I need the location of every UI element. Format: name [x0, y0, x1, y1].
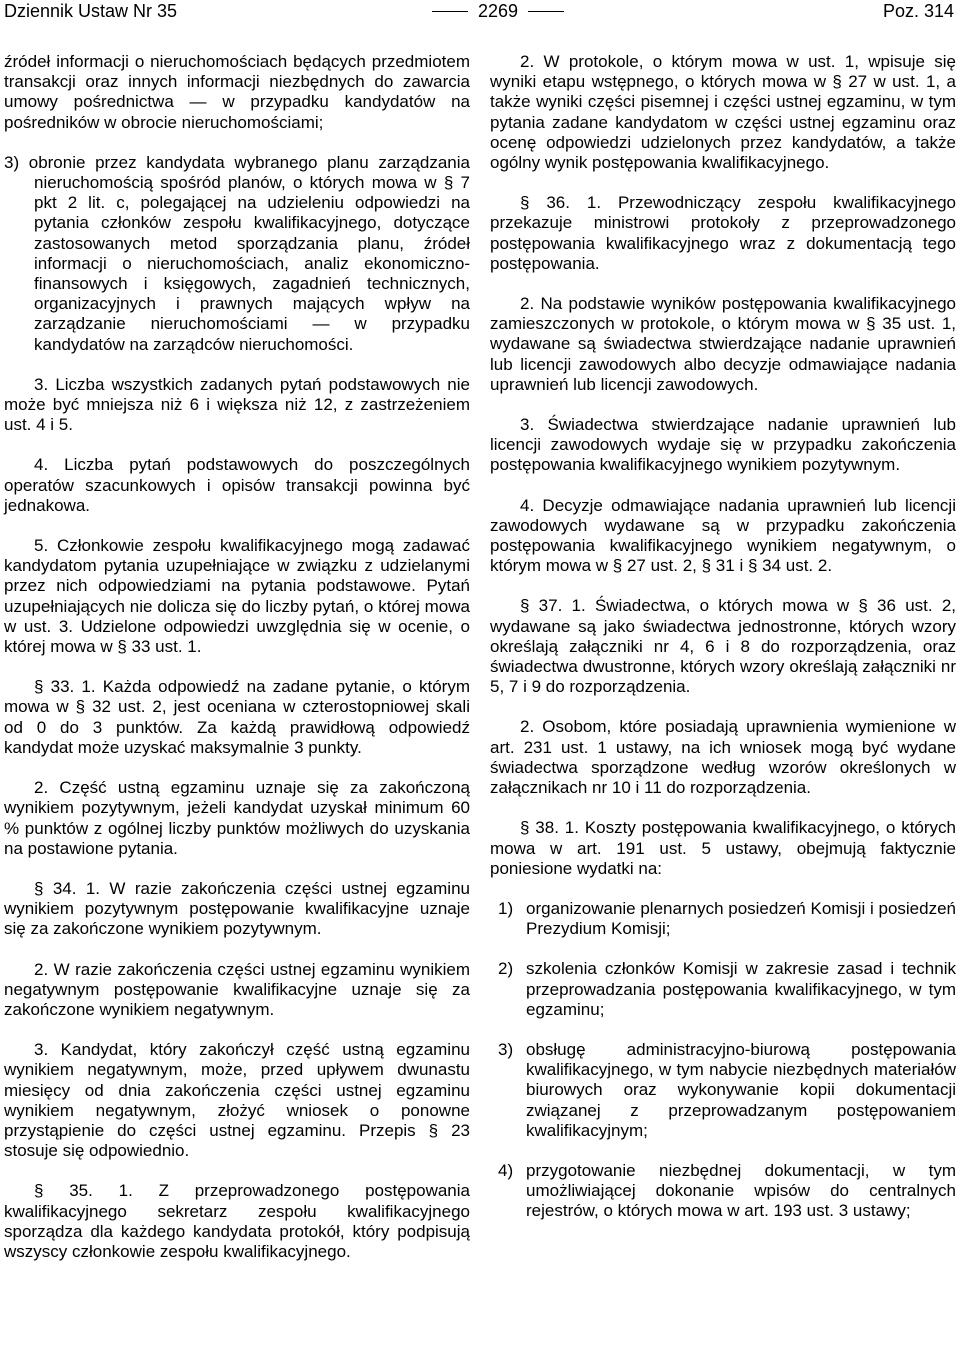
list-item-text: obsługę administracyjno-biurową postępowania kwalifikacyjnego, w tym nabycie niezbędnych materiałów biurowych oraz wykonywanie kopii dokumentacji związanej z przeprowadzanym postępowaniem kwalifikacyjnym;	[526, 1039, 956, 1140]
paragraph: § 33. 1. Każda odpowiedź na zadane pytanie, o którym mowa w § 32 ust. 2, jest oceniana w czterostopniowej skali od 0 do 3 punktów. Za każdą prawidłową odpowiedź kandydat może uzyskać maksymalnie 3 punkty.	[4, 677, 470, 757]
list-item-text: przygotowanie niezbędnej dokumentacji, w tym umożliwiającej dokonanie wpisów do centralnych rejestrów, o których mowa w art. 193 ust. 3 ustawy;	[526, 1160, 956, 1221]
page-number: 2269	[478, 1, 519, 21]
list-item	[490, 1161, 956, 1222]
paragraph: 2. W razie zakończenia części ustnej egzaminu wynikiem negatywnym postępowanie kwalifikacyjne uznaje się za zakończone wynikiem negatywnym.	[4, 959, 470, 1019]
list-item-text: organizowanie plenarnych posiedzeń Komisji i posiedzeń Prezydium Komisji;	[526, 898, 956, 939]
page-header	[0, 0, 960, 22]
dash-left	[432, 11, 468, 12]
list-item	[490, 899, 956, 939]
paragraph: § 34. 1. W razie zakończenia części ustnej egzaminu wynikiem pozytywnym postępowanie kwalifikacyjne uznaje się za zakończone wynikiem pozytywnym.	[4, 878, 470, 939]
paragraph: 5. Członkowie zespołu kwalifikacyjnego mogą zadawać kandydatom pytania uzupełniające w związku z udzielanymi przez nich odpowiedziami na pytania podstawowe. Pytań uzupełniających nie dolicza się do liczby pytań, o której mowa w ust. 3. Udzielone odpowiedzi uwzględnia się w ocenie, o której mowa w § 33 ust. 1.	[4, 536, 470, 657]
left-column	[4, 52, 470, 1282]
paragraph: 2. Osobom, które posiadają uprawnienia wymienione w art. 231 ust. 1 ustawy, na ich wniosek mogą być wydane świadectwa sporządzone według wzorów określonych w załącznikach nr 10 i 11 do rozporządzenia.	[490, 717, 956, 798]
journal-title: Dziennik Ustaw Nr 35	[4, 1, 178, 21]
paragraph: 2. Część ustną egzaminu uznaje się za zakończoną wynikiem pozytywnym, jeżeli kandydat uzyskał minimum 60 % punktów z ogólnej liczby punktów możliwych do uzyskania na postawione pytania.	[4, 778, 470, 858]
enumerated-list	[490, 899, 956, 1222]
paragraph: 4. Liczba pytań podstawowych do poszczególnych operatów szacunkowych i opisów transakcji powinna być jednakowa.	[4, 455, 470, 515]
list-item-number: 2)	[498, 959, 514, 979]
paragraph: 2. W protokole, o którym mowa w ust. 1, wpisuje się wyniki etapu wstępnego, o których mowa w § 27 w ust. 1, a także wyniki części pisemnej i części ustnej egzaminu, w tym pytania zadane kandydatom w części ustnej egzaminu oraz ocenę odpowiedzi udzielonych przez kandydatów, a także ogólny wynik postępowania kwalifikacyjnego.	[490, 52, 956, 173]
paragraph: 4. Decyzje odmawiające nadania uprawnień lub licencji zawodowych wydawane są w przypadku zakończenia postępowania kwalifikacyjnego wynikiem negatywnym, o którym mowa w § 27 ust. 2, § 31 i § 34 ust. 2.	[490, 495, 956, 576]
paragraph: § 36. 1. Przewodniczący zespołu kwalifikacyjnego przekazuje ministrowi protokoły z przeprowadzonego postępowania kwalifikacyjnego wraz z dokumentacją tego postępowania.	[490, 193, 956, 273]
paragraph: § 38. 1. Koszty postępowania kwalifikacyjnego, o których mowa w art. 191 ust. 5 ustawy, obejmują faktycznie poniesione wydatki na:	[490, 818, 956, 878]
list-item-text: szkolenia członków Komisji w zakresie zasad i technik przeprowadzania postępowania kwalifikacyjnego, w tym egzaminu;	[526, 959, 956, 1019]
paragraph: źródeł informacji o nieruchomościach będących przedmiotem transakcji oraz innych informacji niezbędnych do zawarcia umowy pośrednictwa — w przypadku kandydatów na pośredników w obrocie nieruchomościami;	[4, 52, 470, 132]
list-item-number: 4)	[498, 1160, 514, 1180]
list-item	[490, 1040, 956, 1141]
paragraph: 3. Kandydat, który zakończył część ustną egzaminu wynikiem negatywnym, może, przed upływem dwunastu miesięcy od dnia zakończenia części ustnej egzaminu wynikiem negatywnym, złożyć wniosek o ponowne przystąpienie do części ustnej egzaminu. Przepis § 23 stosuje się odpowiednio.	[4, 1040, 470, 1161]
paragraph: 3. Liczba wszystkich zadanych pytań podstawowych nie może być mniejsza niż 6 i większa niż 12, z zastrzeżeniem ust. 4 i 5.	[4, 374, 470, 435]
list-item-number: 1)	[498, 898, 514, 918]
paragraph: § 37. 1. Świadectwa, o których mowa w § 36 ust. 2, wydawane są jako świadectwa jednostronne, których wzory określają załączniki nr 4, 6 i 8 do rozporządzenia, oraz świadectwa dwustronne, których wzory określają załączniki nr 5, 7 i 9 do rozporządzenia.	[490, 596, 956, 697]
list-item-number: 3)	[498, 1039, 514, 1059]
page-number-block	[432, 0, 564, 22]
paragraph: § 35. 1. Z przeprowadzonego postępowania kwalifikacyjnego sekretarz zespołu kwalifikacyjnego sporządza dla każdego kandydata protokół, który podpisują wszyscy członkowie zespołu kwalifikacyjnego.	[4, 1181, 470, 1261]
paragraph: 3) obronie przez kandydata wybranego planu zarządzania nieruchomością spośród planów, o których mowa w § 7 pkt 2 lit. c, polegającej na udzieleniu odpowiedzi na pytania członków zespołu kwalifikacyjnego, dotyczące zastosowanych metod sporządzania planu, źródeł informacji o nieruchomościach, analiz ekonomiczno-finansowych i księgowych, zagadnień technicznych, organizacyjnych i prawnych mających wpływ na zarządzanie nieruchomościami — w przypadku kandydatów na zarządców nieruchomości.	[4, 152, 470, 354]
list-item	[490, 959, 956, 1020]
paragraph: 3. Świadectwa stwierdzające nadanie uprawnień lub licencji zawodowych wydaje się w przypadku zakończenia postępowania kwalifikacyjnego wynikiem pozytywnym.	[490, 415, 956, 475]
position-number: Poz. 314	[882, 1, 954, 21]
dash-right	[528, 11, 564, 12]
paragraph: 2. Na podstawie wyników postępowania kwalifikacyjnego zamieszczonych w protokole, o którym mowa w § 35 ust. 1, wydawane są świadectwa stwierdzające nadanie uprawnień lub licencji zawodowych albo decyzje odmawiające nadania uprawnień lub licencji zawodowych.	[490, 294, 956, 394]
right-column	[490, 52, 956, 1242]
